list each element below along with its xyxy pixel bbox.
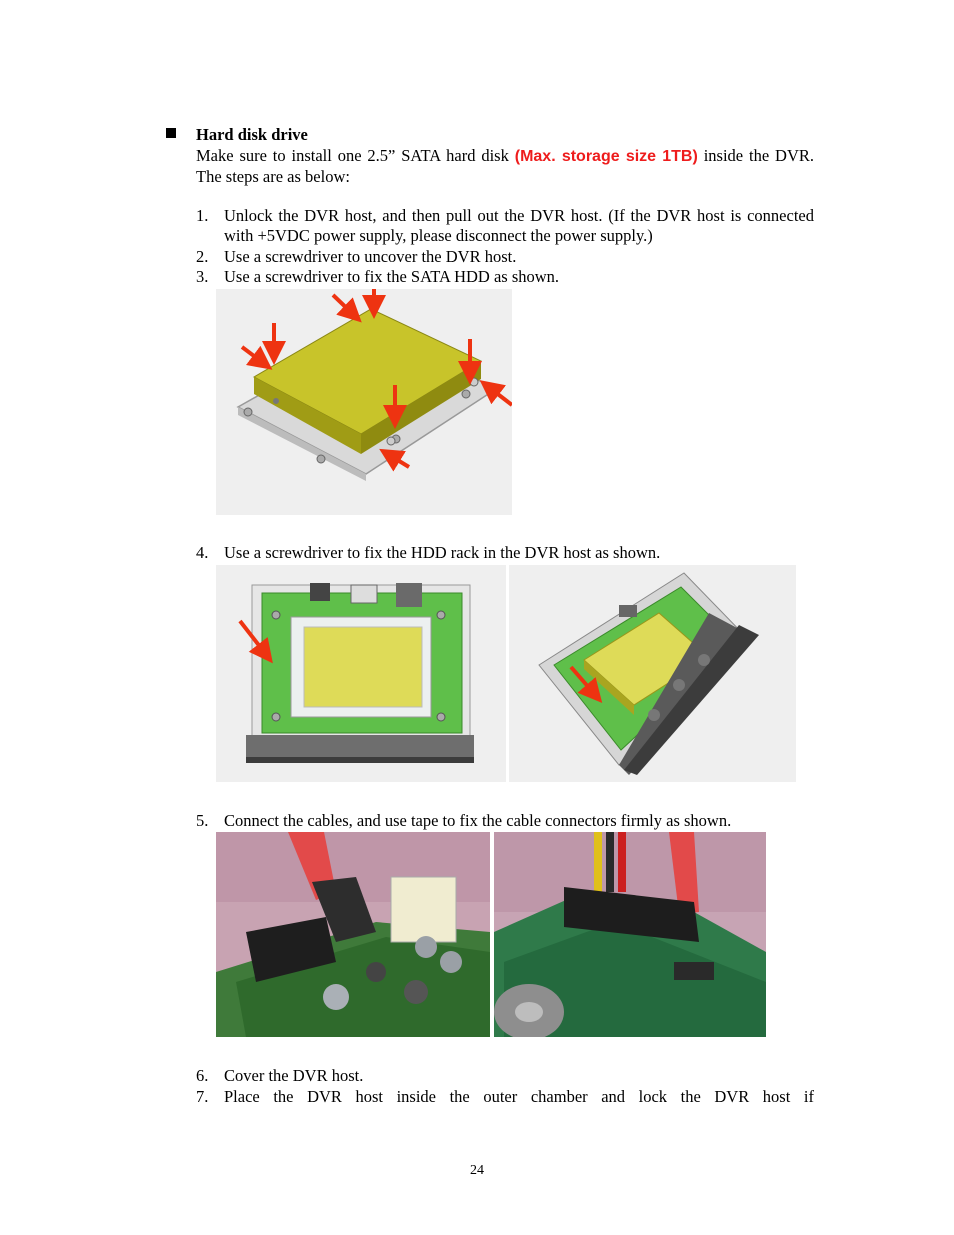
step-number: 3.: [196, 267, 209, 286]
step-text: Connect the cables, and use tape to fix the cable connectors firmly as shown.: [224, 811, 732, 830]
step-number: 1.: [196, 206, 209, 225]
figure-hdd-screws: [216, 289, 512, 515]
intro-text-end: inside the DVR. The steps are as below:: [196, 146, 814, 186]
figure-dvr-rack-top-view: [216, 565, 506, 782]
step-number: 2.: [196, 247, 209, 266]
intro-text-start: Make sure to install one 2.5” SATA hard disk: [196, 146, 515, 165]
step-text: Use a screwdriver to uncover the DVR host.: [224, 247, 517, 266]
storage-limit-highlight: (Max. storage size 1TB): [514, 148, 698, 165]
figure-dvr-rack-perspective: [509, 565, 796, 782]
section-heading: Hard disk drive: [196, 125, 308, 144]
page-number: 24: [470, 1163, 484, 1178]
photo-hdd-cable-connection: [494, 832, 766, 1037]
photo-sata-cable-connector: [216, 832, 490, 1037]
step-text: Use a screwdriver to fix the SATA HDD as shown.: [224, 267, 560, 286]
intro-paragraph: [196, 146, 814, 187]
step-text: Unlock the DVR host, and then pull out the DVR host. (If the DVR host is connected with +5VDC power supply, please disconnect the power supply.): [224, 206, 814, 245]
step-text: Place the DVR host inside the outer chamber and lock the DVR host if: [224, 1087, 814, 1106]
bullet-square-icon: [166, 128, 176, 138]
step-number: 7.: [196, 1087, 209, 1106]
step-number: 5.: [196, 811, 209, 830]
step-text: Cover the DVR host.: [224, 1066, 364, 1085]
step-number: 4.: [196, 543, 209, 562]
step-number: 6.: [196, 1066, 209, 1085]
step-text: Use a screwdriver to fix the HDD rack in the DVR host as shown.: [224, 543, 661, 562]
